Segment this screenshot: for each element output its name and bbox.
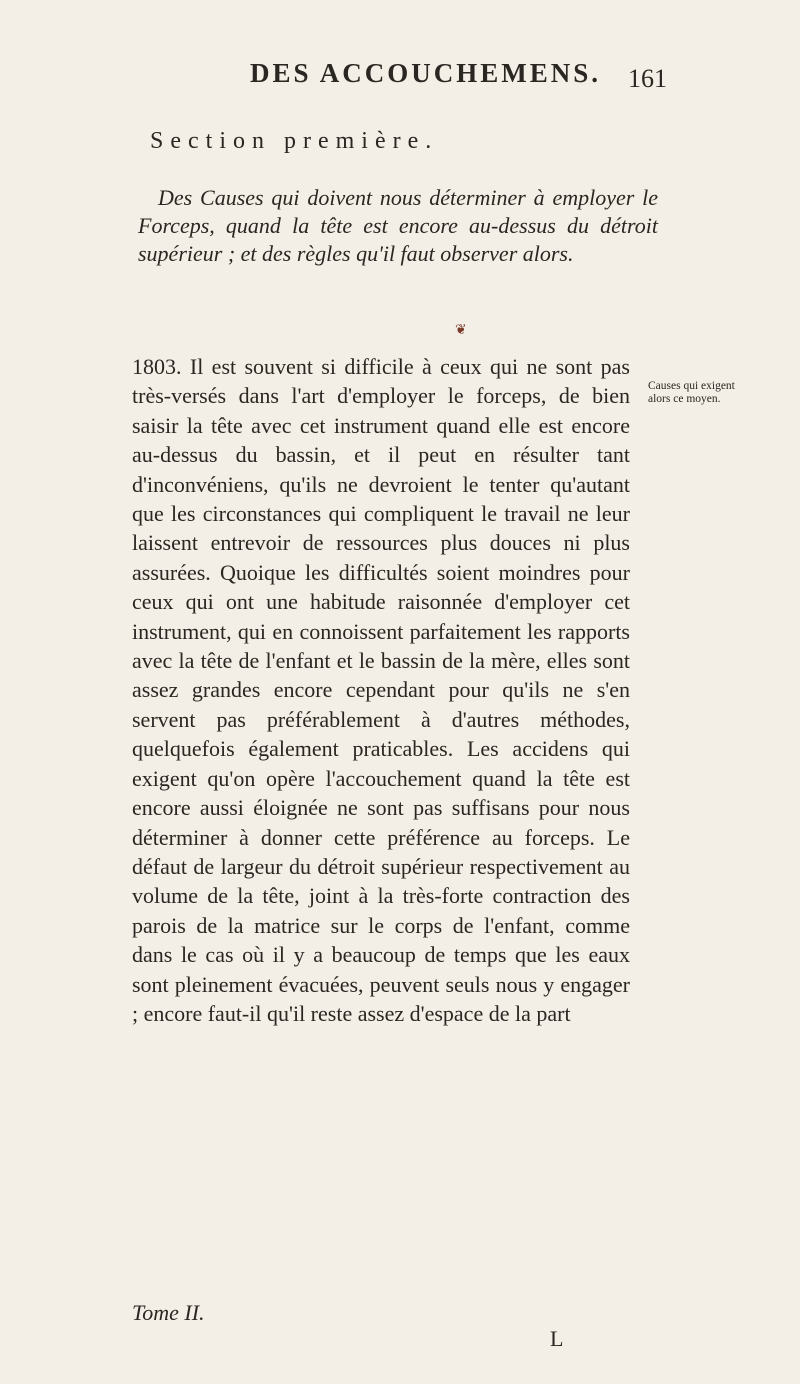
body-paragraph (132, 352, 630, 1028)
section-heading: Section première. (150, 128, 439, 154)
paragraph-number: 1803. (132, 354, 190, 379)
margin-note: Causes qui exigent alors ce moyen. (648, 380, 735, 405)
page-number: 161 (628, 64, 667, 93)
section-summary: Des Causes qui doivent nous déterminer à employer le Forceps, quand la tête est encore au-dessus du détroit supérieur ; et des règles qu'il faut observer alors. (138, 185, 658, 266)
tome-label: Tome II. (132, 1300, 205, 1325)
running-title: DES ACCOUCHEMENS. (250, 58, 602, 88)
running-head (0, 58, 800, 98)
signature-mark: L (550, 1326, 564, 1351)
paragraph-text: Il est souvent si difficile à ceux qui ne sont pas très-versés dans l'art d'employer le forceps, de bien saisir la tête avec cet instrument quand elle est encore au-dessus du bassin, et il peut en résulter tant d'inconvéniens, qu'ils ne devroient le tenter qu'autant que les circonstances qui compliquent le travail ne leur laissent entrevoir de ressources plus douces ni plus assurées. Quoique les difficultés soient moindres pour ceux qui ont une habitude raisonnée d'employer cet instrument, qui en connoissent parfaitement les rapports avec la tête de l'enfant et le bassin de la mère, elles sont assez grandes encore cependant pour qu'ils ne s'en servent pas préférablement à d'autres méthodes, quelquefois également praticables. Les accidens qui exigent qu'on opère l'accouchement quand la tête est encore aussi éloignée ne sont pas suffisans pour nous déterminer à donner cette préférence au forceps. Le défaut de largeur du détroit supérieur respectivement au volume de la tête, joint à la très-forte contraction des parois de la matrice sur le corps de l'enfant, comme dans le cas où il y a beaucoup de temps que les eaux sont pleinement évacuées, peuvent seuls nous y engager ; encore faut-il qu'il reste assez d'espace de la part (132, 354, 630, 1026)
ornament-fleuron-icon: ❦ (455, 322, 467, 338)
